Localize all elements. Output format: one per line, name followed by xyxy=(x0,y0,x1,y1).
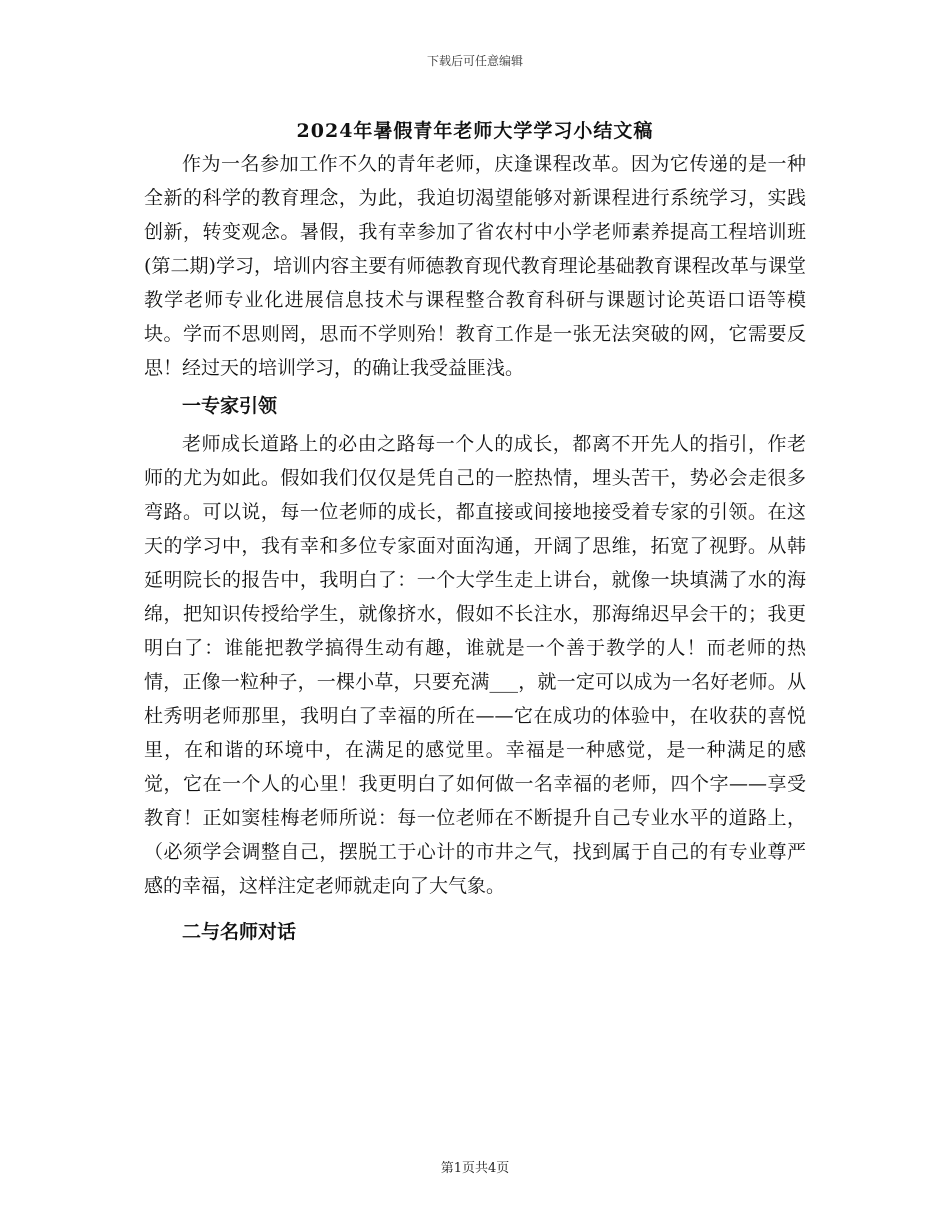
section-heading-expert-guidance: 一专家引领 xyxy=(182,395,278,417)
header-note: 下载后可任意编辑 xyxy=(426,54,523,68)
intro-paragraph: 作为一名参加工作不久的青年老师，庆逢课程改革。因为它传递的是一种全新的科学的教育理念，为此，我迫切渴望能够对新课程进行系统学习，实践创新，转变观念。暑假，我有幸参加了省农村中小学老师素养提高工程培训班(第二期)学习，培训内容主要有师德教育现代教育理论基础教育课程改革与课堂教学老师专业化进展信息技术与课程整合教育科研与课题讨论英语口语等模块。学而不思则罔，思而不学则殆！教育工作是一张无法突破的网，它需要反思！经过天的培训学习，的确让我受益匪浅。 xyxy=(144,153,806,379)
document-body xyxy=(144,147,806,949)
document-title: 2024年暑假青年老师大学学习小结文稿 xyxy=(296,120,654,142)
section-heading-dialogue: 二与名师对话 xyxy=(182,921,297,943)
section1-paragraph: 老师成长道路上的必由之路每一个人的成长，都离不开先人的指引，作老师的尤为如此。假如我们仅仅是凭自己的一腔热情，埋头苦干，势必会走很多弯路。可以说，每一位老师的成长，都直接或间接地接受着专家的引领。在这天的学习中，我有幸和多位专家面对面沟通，开阔了思维，拓宽了视野。从韩延明院长的报告中，我明白了：一个大学生走上讲台，就像一块填满了水的海绵，把知识传授给学生，就像挤水，假如不长注水，那海绵迟早会干的；我更明白了：谁能把教学搞得生动有趣，谁就是一个善于教学的人！而老师的热情，正像一粒种子，一棵小草，只要充满___，就一定可以成为一名好老师。从杜秀明老师那里，我明白了幸福的所在——它在成功的体验中，在收获的喜悦里，在和谐的环境中，在满足的感觉里。幸福是一种感觉，是一种满足的感觉，它在一个人的心里！我更明白了如何做一名幸福的老师，四个字——享受教育！正如窦桂梅老师所说：每一位老师在不断提升自己专业水平的道路上，（必须学会调整自己，摆脱工于心计的市井之气，找到属于自己的有专业尊严感的幸福，这样注定老师就走向了大气象。 xyxy=(144,433,806,897)
page-footer: 第1页共4页 xyxy=(440,1161,510,1176)
